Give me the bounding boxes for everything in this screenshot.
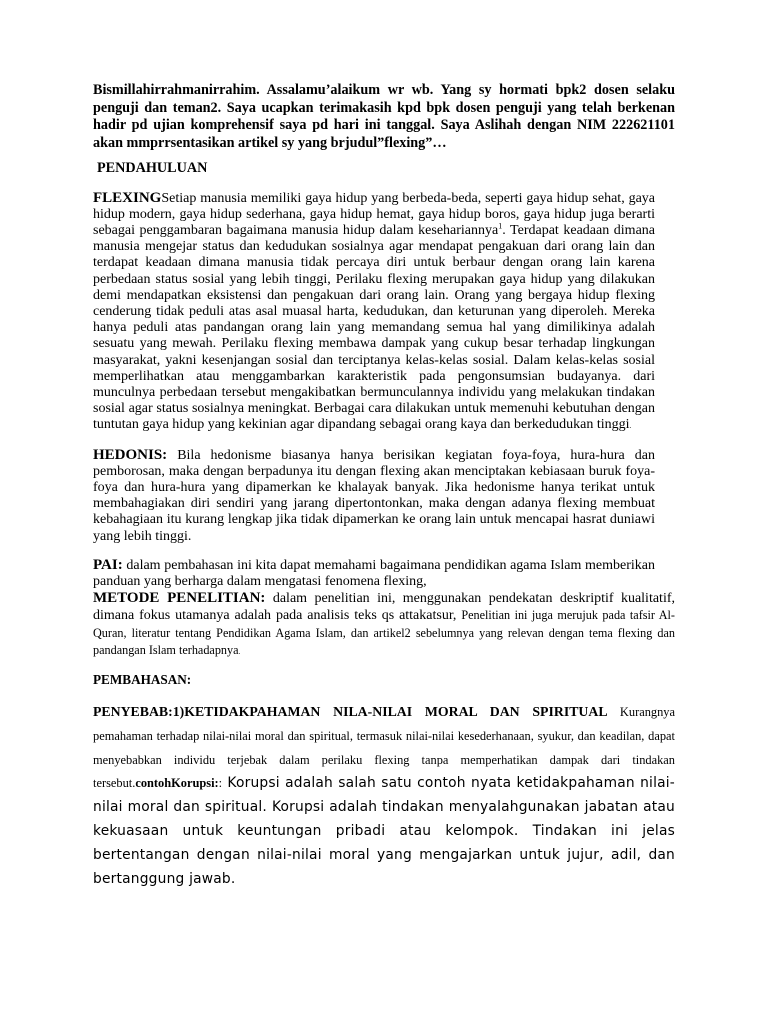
- flexing-text-end: .: [629, 422, 632, 431]
- metode-paragraph: [93, 590, 675, 660]
- metode-text-part-2: Penelitian ini juga merujuk pada tafsir Al-Quran, literatur tentang Pendidikan Agama Islam, dan artikel2 sebelumnya yang relevan dengan tema flexing dan pandangan Islam terhadapnya: [93, 608, 675, 657]
- flexing-text-part-2: . Terdapat keadaan dimana manusia mengejar status dan kedudukan sosialnya agar mendapat pengakuan dari orang lain dan terdapat keadaan dimana manusia tidak percaya diri untuk berbaur dengan orang lain karena perbedaan status sosial yang lebih tinggi, Perilaku flexing merupakan gaya hidup yang dilakukan demi mendapatkan eksistensi dan pengakuan dari orang lain. Orang yang bergaya hidup flexing cenderung tidak peduli atas asal muasal harta, kedudukan, dan keturunan yang diperoleh. Mereka hanya peduli atas pandangan orang lain yang memandang semua hal yang dimilikinya adalah sesuatu yang mewah. Perilaku flexing membawa dampak yang cukup besar terhadap lingkungan masyarakat, yakni kesenjangan sosial dan terciptanya kelas-kelas sosial. Dalam kelas-kelas sosial memperlihatkan atau menggambarkan karakteristik pada pengonsumsian budayanya. dari munculnya perbedaan tersebut mengakibatkan bermunculannya individu yang melakukan tindakan sosial agar status sosialnya meningkat. Berbagai cara dilakukan untuk memenuhi kebutuhan dengan tuntutan gaya hidup yang kekinian agar dipandang sebagai orang kaya dan berkedudukan tinggi: [93, 222, 656, 433]
- hedonis-paragraph: [93, 447, 655, 545]
- document-body: [93, 82, 675, 891]
- section-heading-pembahasan: PEMBAHASAN:: [93, 671, 192, 687]
- pai-paragraph: [93, 557, 655, 590]
- penyebab-label: PENYEBAB:1)KETIDAKPAHAMAN NILA-NILAI MORAL DAN SPIRITUAL: [93, 703, 608, 719]
- contoh-colon: :: [218, 776, 223, 791]
- contoh-korupsi-label: contohKorupsi:: [135, 776, 219, 791]
- hedonis-text: Bila hedonisme biasanya hanya berisikan kegiatan foya-foya, hura-hura dan pemborosan, maka dengan berpadunya itu dengan flexing akan menciptakan kebiasaan buruk foya-foya dan hura-hura yang dipamerkan ke khalayak banyak. Jika hedonisme hanya terikat untuk membahagiakan diri sendiri yang jarang dipertontonkan, maka dengan adanya flexing membuat kebahagiaan itu kurang lengkap jika tidak dipamerkan ke orang lain untuk mencapai hasrat duniawi yang lebih tinggi.: [93, 447, 655, 544]
- flexing-paragraph: [93, 190, 655, 435]
- metode-text-end: .: [238, 647, 241, 656]
- opening-paragraph: Bismillahirrahmanirrahim. Assalamu’alaikum wr wb. Yang sy hormati bpk2 dosen selaku penguji dan teman2. Saya ucapkan terimakasih kpd bpk dosen penguji yang telah berkenan hadir pd ujian komprehensif saya pd hari ini tanggal. Saya Aslihah dengan NIM 222621101 akan mmprrsentasikan artikel sy yang brjudul”flexing”…: [93, 82, 675, 151]
- korupsi-text: Korupsi adalah salah satu contoh nyata ketidakpahaman nilai-nilai moral dan spiritual. Korupsi adalah tindakan menyalahgunakan jabatan atau kekuasaan untuk keuntungan pribadi atau kelompok. Tindakan ini jelas bertentangan dengan nilai-nilai moral yang mengajarkan untuk jujur, adil, dan bertanggung jawab.: [93, 775, 675, 887]
- pai-label: PAI:: [93, 556, 123, 573]
- metode-text-part-1: dalam penelitian ini, menggunakan pendekatan deskriptif kualitatif, dimana fokus utamanya adalah pada analisis teks qs attakatsur,: [93, 591, 675, 624]
- hedonis-label: HEDONIS:: [93, 446, 168, 463]
- penyebab-text: Kurangnya pemahaman terhadap nilai-nilai moral dan spiritual, termasuk nilai-nilai kesederhanaan, syukur, dan keadilan, dapat menyebabkan individu terjebak dalam perilaku flexing tanpa memperhatikan dampak dari tindakan tersebut.: [93, 704, 675, 791]
- flexing-text-part-1: Setiap manusia memiliki gaya hidup yang berbeda-beda, seperti gaya hidup sehat, gaya hidup modern, gaya hidup sederhana, gaya hidup hemat, gaya hidup boros, gaya hidup juga berarti sebagai penggambaran bagaimana manusia hidup dalam kesehariannya: [93, 190, 655, 238]
- footnote-reference: 1: [498, 221, 503, 231]
- section-heading-pendahuluan: PENDAHULUAN: [97, 160, 208, 176]
- flexing-label: FLEXING: [93, 189, 162, 206]
- pai-text: dalam pembahasan ini kita dapat memahami bagaimana pendidikan agama Islam memberikan panduan yang berharga dalam mengatasi fenomena flexing,: [93, 557, 655, 589]
- penyebab-paragraph: [93, 700, 675, 891]
- metode-label: METODE PENELITIAN:: [93, 590, 266, 607]
